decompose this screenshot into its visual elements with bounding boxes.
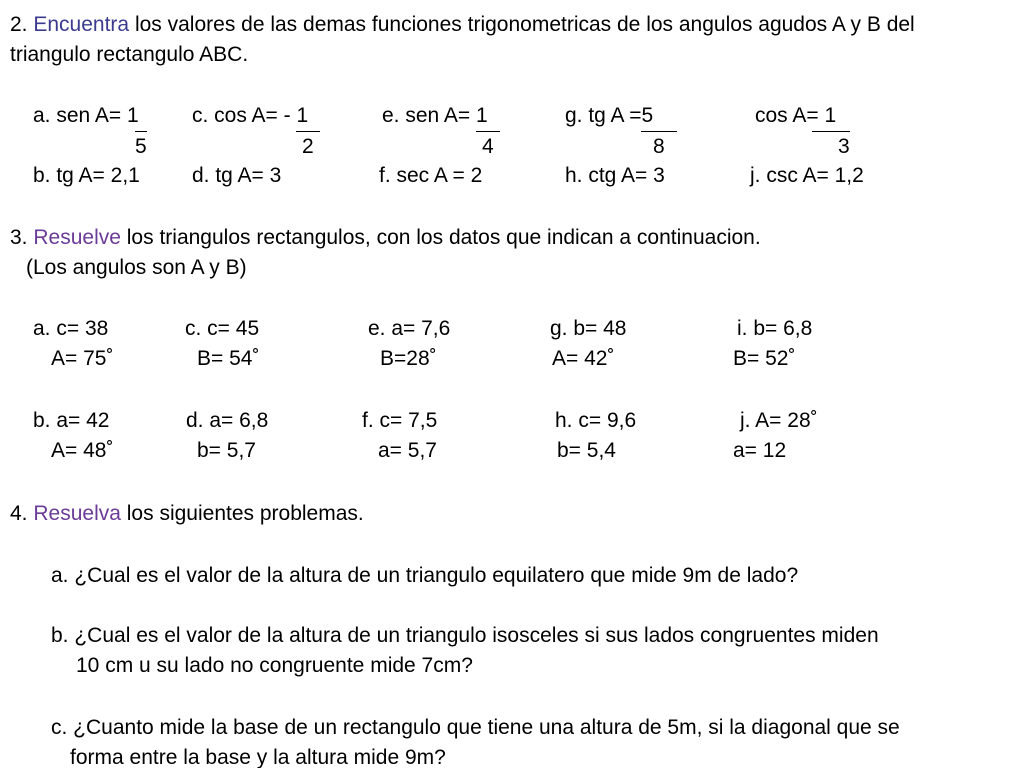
section3-heading-line1 bbox=[10, 223, 761, 253]
item-d-tg: d. tg A= 3 bbox=[192, 164, 282, 187]
fraction-numerator: 1 bbox=[127, 104, 139, 127]
fraction-numerator: 1 bbox=[296, 104, 309, 127]
problem-c-line2: forma entre la base y la altura mide 9m? bbox=[70, 746, 446, 768]
item-3a: a. c= 38 bbox=[33, 317, 109, 340]
item-h-ctg: h. ctg A= 3 bbox=[565, 164, 665, 187]
section4-number: 4. bbox=[10, 502, 28, 525]
item-3c: c. c= 45 bbox=[185, 317, 260, 340]
item-j-csc: j. csc A= 1,2 bbox=[750, 164, 864, 187]
item-g-tg: g. tg A =5 bbox=[565, 104, 654, 127]
item-c-cos: c. cos A= - 1 bbox=[192, 104, 309, 127]
fraction-denominator: 3 bbox=[812, 131, 850, 162]
item-3i: i. b= 6,8 bbox=[737, 317, 813, 340]
problem-b-line2: 10 cm u su lado no congruente mide 7cm? bbox=[76, 654, 473, 677]
section2-verb: Encuentra bbox=[33, 13, 130, 36]
item-3h-given: b= 5,4 bbox=[557, 439, 616, 462]
item-3b: b. a= 42 bbox=[33, 409, 110, 432]
item-3a-angle: A= 75˚ bbox=[51, 347, 114, 370]
item-3g: g. b= 48 bbox=[550, 317, 627, 340]
item-3j: j. A= 28˚ bbox=[740, 409, 818, 432]
item-3c-angle: B= 54˚ bbox=[197, 347, 260, 370]
section4-text: los siguientes problemas. bbox=[126, 502, 364, 525]
item-3d: d. a= 6,8 bbox=[186, 409, 269, 432]
item-b-tg: b. tg A= 2,1 bbox=[33, 164, 140, 187]
section2-heading-line2: triangulo rectangulo ABC. bbox=[10, 43, 249, 66]
item-cos-extra: cos A= 1 bbox=[755, 104, 837, 127]
section4-verb: Resuelva bbox=[33, 502, 121, 525]
item-3b-given: A= 48˚ bbox=[51, 439, 114, 462]
item-3f: f. c= 7,5 bbox=[362, 409, 438, 432]
section3-number: 3. bbox=[10, 226, 28, 249]
section3-text: los triangulos rectangulos, con los datos que indican a continuacion. bbox=[126, 226, 761, 249]
section3-verb: Resuelve bbox=[33, 226, 121, 249]
section3-heading-line2: (Los angulos son A y B) bbox=[26, 256, 247, 279]
problem-c-line1: c. ¿Cuanto mide la base de un rectangulo que tiene una altura de 5m, si la diagonal que se bbox=[51, 716, 900, 739]
section2-text: los valores de las demas funciones trigonometricas de los angulos agudos A y B del bbox=[134, 13, 915, 36]
item-3e: e. a= 7,6 bbox=[368, 317, 451, 340]
fraction-denominator: 5 bbox=[135, 131, 147, 162]
item-3f-given: a= 5,7 bbox=[378, 439, 437, 462]
section4-heading bbox=[10, 499, 364, 529]
fraction-numerator: 1 bbox=[824, 104, 837, 127]
problem-a: a. ¿Cual es el valor de la altura de un triangulo equilatero que mide 9m de lado? bbox=[51, 564, 799, 587]
item-e-sen: e. sen A= 1 bbox=[382, 104, 488, 127]
item-3d-given: b= 5,7 bbox=[197, 439, 256, 462]
fraction-denominator: 8 bbox=[641, 131, 677, 162]
item-a-sen: a. sen A= 1 bbox=[33, 104, 139, 127]
fraction-denominator: 4 bbox=[476, 131, 500, 162]
section2-number: 2. bbox=[10, 13, 28, 36]
fraction-numerator: 5 bbox=[641, 104, 654, 127]
item-3g-angle: A= 42˚ bbox=[552, 347, 615, 370]
problem-b-line1: b. ¿Cual es el valor de la altura de un triangulo isosceles si sus lados congruentes miden bbox=[51, 624, 879, 647]
fraction-denominator: 2 bbox=[296, 131, 320, 162]
fraction-numerator: 1 bbox=[476, 104, 488, 127]
item-3j-given: a= 12 bbox=[733, 439, 787, 462]
item-3e-angle: B=28˚ bbox=[380, 347, 437, 370]
item-3i-angle: B= 52˚ bbox=[733, 347, 796, 370]
section2-heading-line1 bbox=[10, 10, 915, 40]
item-f-sec: f. sec A = 2 bbox=[379, 164, 483, 187]
item-3h: h. c= 9,6 bbox=[555, 409, 637, 432]
